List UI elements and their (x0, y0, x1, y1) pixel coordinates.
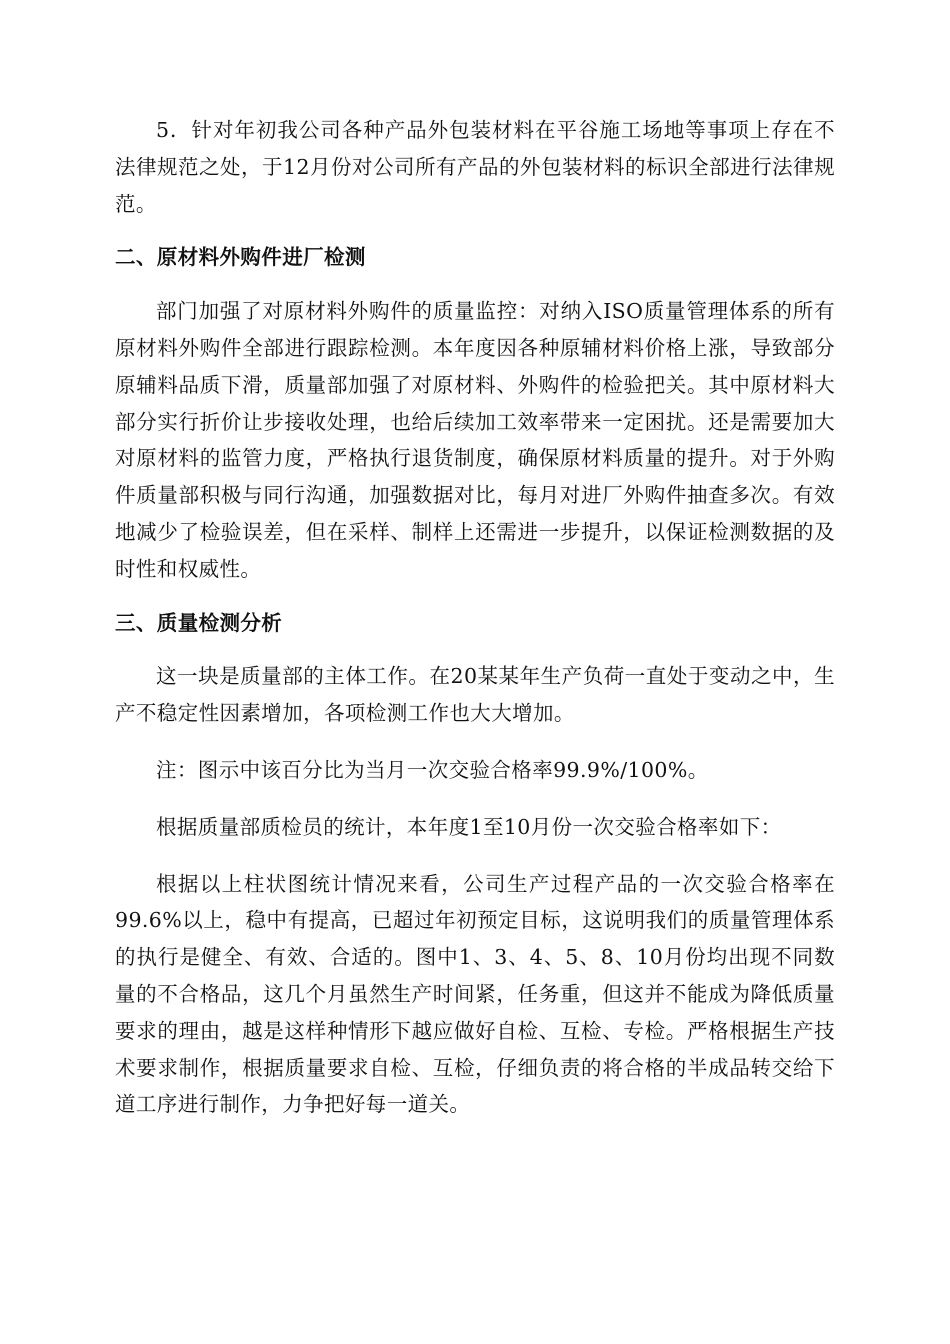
paragraph-statistics-intro: 根据质量部质检员的统计，本年度1至10月份一次交验合格率如下： (156, 814, 782, 839)
section-heading-quality-analysis: 三、质量检测分析 (115, 610, 283, 635)
paragraph-item-5: 5．针对年初我公司各种产品外包装材料在平谷施工场地等事项上存在不法律规范之处，于12月份对公司所有产品的外包装材料的标识全部进行法律规范。 (115, 118, 835, 216)
paragraph-quality-intro: 这一块是质量部的主体工作。在20某某年生产负荷一直处于变动之中，生产不稳定性因素增加，各项检测工作也大大增加。 (115, 664, 835, 726)
paragraph-statistics-analysis: 根据以上柱状图统计情况来看，公司生产过程产品的一次交验合格率在99.6%以上，稳中有提高，已超过年初预定目标，这说明我们的质量管理体系的执行是健全、有效、合适的。图中1、3、4、5、8、10月份均出现不同数量的不合格品，这几个月虽然生产时间紧，任务重，但这并不能成为降低质量要求的理由，越是这样种情形下越应做好自检、互检、专检。严格根据生产技术要求制作，根据质量要求自检、互检，仔细负责的将合格的半成品转交给下道工序进行制作，力争把好每一道关。 (115, 871, 835, 1117)
section-heading-raw-materials: 二、原材料外购件进厂检测 (115, 245, 366, 270)
paragraph-raw-materials: 部门加强了对原材料外购件的质量监控：对纳入ISO质量管理体系的所有原材料外购件全部进行跟踪检测。本年度因各种原辅材料价格上涨，导致部分原辅料品质下滑，质量部加强了对原材料、外购件的检验把关。其中原材料大部分实行折价让步接收处理，也给后续加工效率带来一定困扰。还是需要加大对原材料的监管力度，严格执行退货制度，确保原材料质量的提升。对于外购件质量部积极与同行沟通，加强数据对比，每月对进厂外购件抽查多次。有效地减少了检验误差，但在采样、制样上还需进一步提升，以保证检测数据的及时性和权威性。 (115, 299, 835, 581)
paragraph-chart-note: 注：图示中该百分比为当月一次交验合格率99.9%/100%。 (156, 757, 709, 782)
